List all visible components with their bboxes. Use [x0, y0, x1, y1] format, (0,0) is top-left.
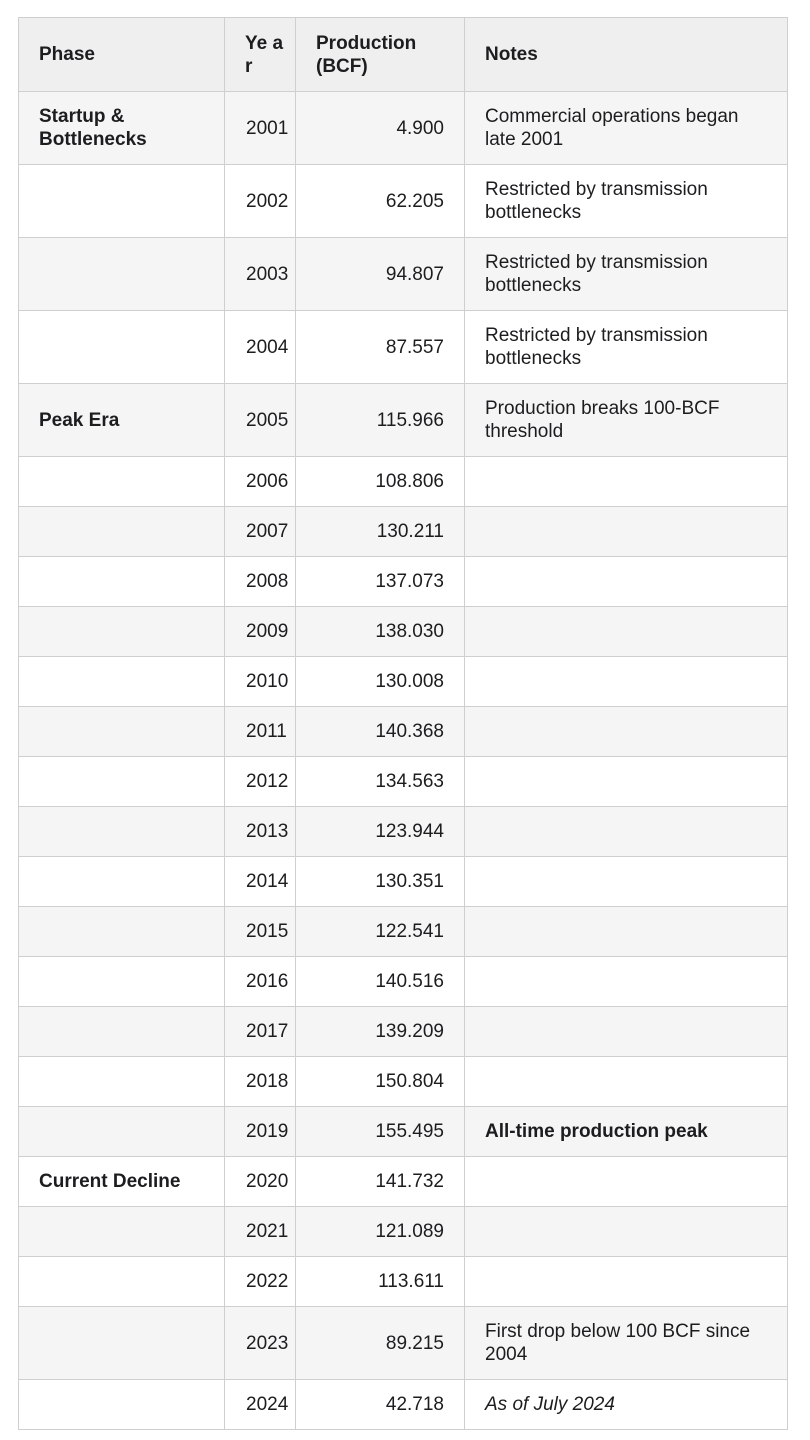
header-row	[19, 18, 788, 92]
cell-year: 2006	[225, 457, 296, 507]
cell-phase	[19, 311, 225, 384]
table-row	[19, 238, 788, 311]
table-row	[19, 1207, 788, 1257]
cell-phase: Peak Era	[19, 384, 225, 457]
header-phase: Phase	[19, 18, 225, 92]
cell-production: 130.008	[296, 657, 465, 707]
table-row	[19, 707, 788, 757]
table-container	[18, 17, 787, 1430]
cell-phase	[19, 657, 225, 707]
cell-year: 2021	[225, 1207, 296, 1257]
cell-year: 2014	[225, 857, 296, 907]
cell-phase	[19, 1007, 225, 1057]
cell-production: 155.495	[296, 1107, 465, 1157]
cell-notes	[465, 1257, 788, 1307]
table-row	[19, 807, 788, 857]
cell-phase	[19, 457, 225, 507]
cell-year: 2011	[225, 707, 296, 757]
cell-year: 2020	[225, 1157, 296, 1207]
cell-production: 113.611	[296, 1257, 465, 1307]
header-year: Ye ar	[225, 18, 296, 92]
cell-phase	[19, 907, 225, 957]
cell-year: 2003	[225, 238, 296, 311]
cell-notes	[465, 507, 788, 557]
cell-phase	[19, 1257, 225, 1307]
cell-phase	[19, 857, 225, 907]
table-row	[19, 92, 788, 165]
cell-phase	[19, 1307, 225, 1380]
cell-notes	[465, 657, 788, 707]
table-row	[19, 384, 788, 457]
cell-notes	[465, 1057, 788, 1107]
cell-production: 150.804	[296, 1057, 465, 1107]
cell-phase: Current Decline	[19, 1157, 225, 1207]
cell-notes	[465, 807, 788, 857]
table-row	[19, 657, 788, 707]
cell-phase	[19, 1207, 225, 1257]
cell-year: 2008	[225, 557, 296, 607]
cell-year: 2023	[225, 1307, 296, 1380]
cell-year: 2016	[225, 957, 296, 1007]
cell-production: 122.541	[296, 907, 465, 957]
cell-production: 140.516	[296, 957, 465, 1007]
cell-year: 2024	[225, 1380, 296, 1430]
cell-production: 121.089	[296, 1207, 465, 1257]
cell-year: 2009	[225, 607, 296, 657]
cell-phase	[19, 507, 225, 557]
cell-phase	[19, 957, 225, 1007]
table-row	[19, 1157, 788, 1207]
table-row	[19, 857, 788, 907]
cell-phase	[19, 165, 225, 238]
table-row	[19, 507, 788, 557]
table-row	[19, 607, 788, 657]
cell-year: 2007	[225, 507, 296, 557]
cell-notes	[465, 857, 788, 907]
cell-production: 130.211	[296, 507, 465, 557]
table-header	[19, 18, 788, 92]
cell-production: 87.557	[296, 311, 465, 384]
cell-notes	[465, 757, 788, 807]
cell-notes: First drop below 100 BCF since 2004	[465, 1307, 788, 1380]
cell-production: 62.205	[296, 165, 465, 238]
table-row	[19, 165, 788, 238]
cell-phase	[19, 707, 225, 757]
table-row	[19, 757, 788, 807]
cell-notes	[465, 907, 788, 957]
cell-notes: Commercial operations began late 2001	[465, 92, 788, 165]
cell-production: 115.966	[296, 384, 465, 457]
table-row	[19, 457, 788, 507]
cell-notes: Restricted by transmission bottlenecks	[465, 165, 788, 238]
cell-production: 108.806	[296, 457, 465, 507]
cell-phase	[19, 557, 225, 607]
production-table	[18, 17, 788, 1430]
cell-notes: Restricted by transmission bottlenecks	[465, 311, 788, 384]
cell-notes	[465, 1207, 788, 1257]
cell-notes: All-time production peak	[465, 1107, 788, 1157]
cell-production: 123.944	[296, 807, 465, 857]
cell-phase	[19, 807, 225, 857]
table-row	[19, 1380, 788, 1430]
cell-production: 141.732	[296, 1157, 465, 1207]
cell-production: 94.807	[296, 238, 465, 311]
cell-production: 140.368	[296, 707, 465, 757]
cell-notes: Production breaks 100-BCF threshold	[465, 384, 788, 457]
table-row	[19, 1057, 788, 1107]
table-row	[19, 957, 788, 1007]
cell-production: 139.209	[296, 1007, 465, 1057]
cell-year: 2013	[225, 807, 296, 857]
cell-phase	[19, 1380, 225, 1430]
cell-year: 2002	[225, 165, 296, 238]
cell-phase	[19, 1057, 225, 1107]
cell-phase	[19, 238, 225, 311]
cell-notes: Restricted by transmission bottlenecks	[465, 238, 788, 311]
cell-year: 2015	[225, 907, 296, 957]
table-row	[19, 311, 788, 384]
cell-phase	[19, 607, 225, 657]
table-row	[19, 907, 788, 957]
cell-year: 2010	[225, 657, 296, 707]
cell-notes	[465, 457, 788, 507]
cell-notes	[465, 607, 788, 657]
cell-production: 42.718	[296, 1380, 465, 1430]
cell-year: 2022	[225, 1257, 296, 1307]
cell-year: 2017	[225, 1007, 296, 1057]
header-production: Production (BCF)	[296, 18, 465, 92]
table-row	[19, 1257, 788, 1307]
table-body	[19, 92, 788, 1430]
cell-notes	[465, 1007, 788, 1057]
cell-phase	[19, 757, 225, 807]
cell-year: 2001	[225, 92, 296, 165]
cell-notes	[465, 957, 788, 1007]
cell-year: 2012	[225, 757, 296, 807]
cell-production: 134.563	[296, 757, 465, 807]
cell-notes	[465, 1157, 788, 1207]
table-row	[19, 1007, 788, 1057]
cell-phase	[19, 1107, 225, 1157]
cell-production: 137.073	[296, 557, 465, 607]
cell-production: 4.900	[296, 92, 465, 165]
cell-notes	[465, 707, 788, 757]
table-row	[19, 1107, 788, 1157]
cell-year: 2004	[225, 311, 296, 384]
cell-year: 2018	[225, 1057, 296, 1107]
header-notes: Notes	[465, 18, 788, 92]
cell-production: 89.215	[296, 1307, 465, 1380]
cell-production: 138.030	[296, 607, 465, 657]
cell-phase: Startup & Bottlenecks	[19, 92, 225, 165]
table-row	[19, 557, 788, 607]
cell-year: 2005	[225, 384, 296, 457]
cell-notes	[465, 557, 788, 607]
cell-year: 2019	[225, 1107, 296, 1157]
cell-production: 130.351	[296, 857, 465, 907]
table-row	[19, 1307, 788, 1380]
cell-notes: As of July 2024	[465, 1380, 788, 1430]
